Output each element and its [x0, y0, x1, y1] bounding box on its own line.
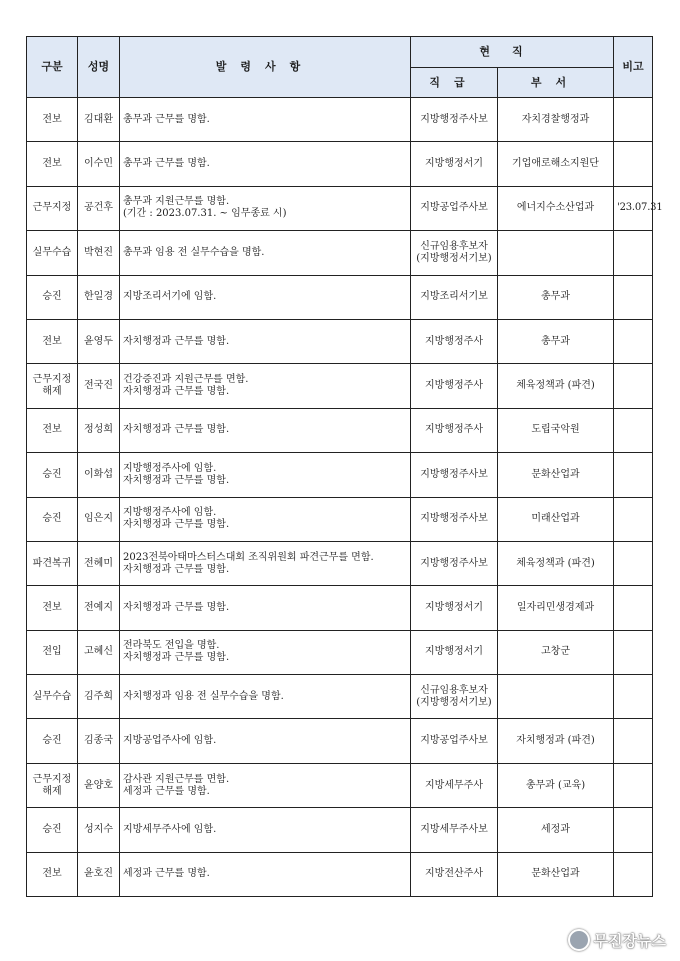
cell-rank [411, 98, 498, 142]
cell-order [120, 408, 411, 452]
cell-name: 임은지 [78, 497, 120, 541]
cell-type: 전보 [27, 586, 78, 630]
cell-rank-line: 지방행정주사 [425, 424, 483, 436]
header-note: 비고 [614, 37, 653, 98]
cell-name: 성지수 [78, 808, 120, 852]
header-dept: 부서 [498, 68, 614, 98]
cell-rank-line: 지방행정주사 [425, 380, 483, 392]
cell-note [614, 586, 653, 630]
table-row [27, 808, 653, 852]
table-row [27, 763, 653, 807]
cell-order-line: 자치행정과 근무를 명함. [123, 563, 230, 575]
cell-name: 이화섭 [78, 453, 120, 497]
cell-order-line: 지방세무주사에 임함. [123, 823, 217, 835]
cell-type: 전보 [27, 408, 78, 452]
table-row [27, 186, 653, 230]
cell-name: 박현진 [78, 231, 120, 275]
cell-type-line: 해제 [42, 386, 62, 398]
watermark-text: 무진장뉴스 [593, 931, 666, 950]
cell-dept: 총무과 (교육) [498, 763, 614, 807]
cell-rank-line: 신규임용후보자 [420, 684, 488, 696]
cell-name: 공건후 [78, 186, 120, 230]
cell-order [120, 142, 411, 186]
cell-name: 윤영두 [78, 319, 120, 363]
cell-note [614, 142, 653, 186]
cell-rank [411, 453, 498, 497]
cell-order [120, 675, 411, 719]
cell-name: 김종국 [78, 719, 120, 763]
header-current: 현직 [411, 37, 614, 68]
cell-type [27, 364, 78, 408]
cell-note [614, 852, 653, 896]
cell-dept: 체육정책과 (파견) [498, 541, 614, 585]
cell-rank [411, 852, 498, 896]
cell-order [120, 453, 411, 497]
cell-note [614, 98, 653, 142]
cell-rank [411, 319, 498, 363]
cell-dept: 문화산업과 [498, 453, 614, 497]
cell-dept: 미래산업과 [498, 497, 614, 541]
cell-dept [498, 231, 614, 275]
cell-order [120, 763, 411, 807]
cell-type-line: 근무지정 [32, 773, 72, 785]
cell-order [120, 231, 411, 275]
cell-order-line: (기간 : 2023.07.31. ~ 임무종료 시) [123, 208, 287, 220]
table-row [27, 142, 653, 186]
cell-type [27, 763, 78, 807]
cell-dept: 고창군 [498, 630, 614, 674]
cell-order-line: 자치행정과 근무를 명함. [123, 474, 230, 486]
cell-dept: 기업애로해소지원단 [498, 142, 614, 186]
table-row [27, 675, 653, 719]
cell-rank-line: 지방행정주사보 [420, 113, 488, 125]
cell-order-line: 지방공업주사에 임함. [123, 735, 217, 747]
cell-rank [411, 630, 498, 674]
table-row [27, 719, 653, 763]
table-row [27, 497, 653, 541]
cell-note [614, 319, 653, 363]
cell-dept [498, 675, 614, 719]
cell-rank-line: 지방전산주사 [425, 868, 483, 880]
cell-order [120, 497, 411, 541]
cell-order [120, 319, 411, 363]
table-row [27, 630, 653, 674]
cell-name: 윤호진 [78, 852, 120, 896]
cell-name: 고혜신 [78, 630, 120, 674]
header-order: 발령사항 [120, 37, 411, 98]
table-row [27, 364, 653, 408]
cell-rank [411, 364, 498, 408]
cell-order [120, 719, 411, 763]
cell-dept: 세정과 [498, 808, 614, 852]
cell-rank [411, 586, 498, 630]
cell-type: 파견복귀 [27, 541, 78, 585]
cell-order [120, 852, 411, 896]
cell-note [614, 231, 653, 275]
cell-name: 김주희 [78, 675, 120, 719]
cell-rank-line: (지방행정서기보) [416, 696, 492, 708]
cell-rank-line: 지방공업주사보 [420, 735, 488, 747]
watermark [568, 929, 666, 951]
cell-rank-line: 지방조리서기보 [420, 291, 488, 303]
cell-dept: 에너지수소산업과 [498, 186, 614, 230]
table-row [27, 852, 653, 896]
table-row [27, 586, 653, 630]
cell-rank-line: (지방행정서기보) [416, 252, 492, 264]
cell-order [120, 98, 411, 142]
cell-order-line: 세정과 근무를 명함. [123, 868, 210, 880]
cell-rank [411, 275, 498, 319]
cell-order-line: 지방조리서기에 임함. [123, 291, 217, 303]
cell-order-line: 건강증진과 지원근무를 면함. [123, 374, 249, 386]
cell-note [614, 497, 653, 541]
table-body [27, 98, 663, 897]
cell-note [614, 763, 653, 807]
cell-note [614, 275, 653, 319]
cell-order [120, 364, 411, 408]
cell-rank [411, 808, 498, 852]
cell-type: 승진 [27, 808, 78, 852]
cell-note [614, 453, 653, 497]
cell-order-line: 자치행정과 근무를 명함. [123, 386, 230, 398]
cell-type: 실무수습 [27, 231, 78, 275]
cell-order [120, 541, 411, 585]
header-name: 성명 [78, 37, 120, 98]
cell-rank [411, 541, 498, 585]
cell-name: 김대환 [78, 98, 120, 142]
cell-rank-line: 지방행정서기 [425, 601, 483, 613]
cell-rank-line: 지방행정주사보 [420, 557, 488, 569]
cell-rank [411, 408, 498, 452]
cell-order [120, 275, 411, 319]
cell-order-line: 세정과 근무를 명함. [123, 785, 210, 797]
cell-type: 전입 [27, 630, 78, 674]
cell-order [120, 630, 411, 674]
cell-dept: 총무과 [498, 319, 614, 363]
cell-dept: 총무과 [498, 275, 614, 319]
cell-rank-line: 지방행정서기 [425, 158, 483, 170]
cell-note [614, 630, 653, 674]
header-type: 구분 [27, 37, 78, 98]
cell-order-line: 자치행정과 근무를 명함. [123, 519, 230, 531]
cell-dept: 자치경찰행정과 [498, 98, 614, 142]
cell-rank-line: 지방행정주사 [425, 335, 483, 347]
cell-order-line: 총무과 지원근무를 명함. [123, 196, 230, 208]
cell-note [614, 364, 653, 408]
cell-rank-line: 지방행정주사보 [420, 513, 488, 525]
cell-type: 실무수습 [27, 675, 78, 719]
cell-rank-line: 지방공업주사보 [420, 202, 488, 214]
header-rank: 직급 [411, 68, 498, 98]
cell-order-line: 지방행정주사에 임함. [123, 462, 217, 474]
cell-order [120, 186, 411, 230]
cell-type: 전보 [27, 98, 78, 142]
cell-rank [411, 675, 498, 719]
cell-type: 승진 [27, 453, 78, 497]
cell-order-line: 감사관 지원근무를 면함. [123, 773, 230, 785]
table-row [27, 275, 653, 319]
cell-order-line: 2023전북아태마스터스대회 조직위원회 파견근무를 면함. [123, 551, 374, 563]
cell-order-line: 총무과 근무를 명함. [123, 113, 210, 125]
cell-note [614, 675, 653, 719]
cell-rank [411, 763, 498, 807]
cell-order-line: 자치행정과 근무를 명함. [123, 424, 230, 436]
cell-name: 정성희 [78, 408, 120, 452]
cell-dept: 도립국악원 [498, 408, 614, 452]
cell-note [614, 719, 653, 763]
cell-name: 전혜미 [78, 541, 120, 585]
cell-order-line: 자치행정과 임용 전 실무수습을 명함. [123, 690, 284, 702]
cell-order-line: 자치행정과 근무를 명함. [123, 652, 230, 664]
cell-note [614, 541, 653, 585]
table-row [27, 408, 653, 452]
cell-order-line: 자치행정과 근무를 명함. [123, 601, 230, 613]
cell-type: 전보 [27, 852, 78, 896]
cell-type: 근무지정 [27, 186, 78, 230]
table-row [27, 98, 653, 142]
cell-type: 승진 [27, 497, 78, 541]
cell-type-line: 해제 [42, 785, 62, 797]
news-logo-icon [568, 929, 590, 951]
cell-name: 이수민 [78, 142, 120, 186]
cell-order-line: 총무과 임용 전 실무수습을 명함. [123, 246, 265, 258]
cell-order [120, 586, 411, 630]
cell-order [120, 808, 411, 852]
cell-rank-line: 지방행정주사보 [420, 468, 488, 480]
cell-rank-line: 지방세무주사 [425, 779, 483, 791]
cell-dept: 일자리민생경제과 [498, 586, 614, 630]
cell-type-line: 근무지정 [32, 374, 72, 386]
cell-order-line: 지방행정주사에 임함. [123, 507, 217, 519]
cell-order-line: 전라북도 전입을 명함. [123, 640, 220, 652]
cell-type: 전보 [27, 319, 78, 363]
cell-rank [411, 186, 498, 230]
personnel-order-table [26, 36, 663, 897]
cell-rank [411, 719, 498, 763]
cell-note [614, 808, 653, 852]
cell-order-line: 총무과 근무를 명함. [123, 158, 210, 170]
cell-rank [411, 142, 498, 186]
cell-type: 전보 [27, 142, 78, 186]
cell-rank [411, 497, 498, 541]
table-row [27, 541, 653, 585]
cell-note [614, 408, 653, 452]
cell-rank-line: 지방행정서기 [425, 646, 483, 658]
cell-dept: 문화산업과 [498, 852, 614, 896]
cell-order-line: 자치행정과 근무를 명함. [123, 335, 230, 347]
cell-rank [411, 231, 498, 275]
cell-type: 승진 [27, 275, 78, 319]
cell-rank-line: 신규임용후보자 [420, 240, 488, 252]
table-row [27, 319, 653, 363]
cell-name: 윤양호 [78, 763, 120, 807]
cell-name: 전예지 [78, 586, 120, 630]
cell-name: 전국진 [78, 364, 120, 408]
cell-rank-line: 지방세무주사보 [420, 823, 488, 835]
cell-dept: 자치행정과 (파견) [498, 719, 614, 763]
cell-note: '23.07.31 [614, 186, 653, 230]
cell-type: 승진 [27, 719, 78, 763]
table-row [27, 231, 653, 275]
cell-dept: 체육정책과 (파견) [498, 364, 614, 408]
table-row [27, 453, 653, 497]
cell-name: 한일경 [78, 275, 120, 319]
